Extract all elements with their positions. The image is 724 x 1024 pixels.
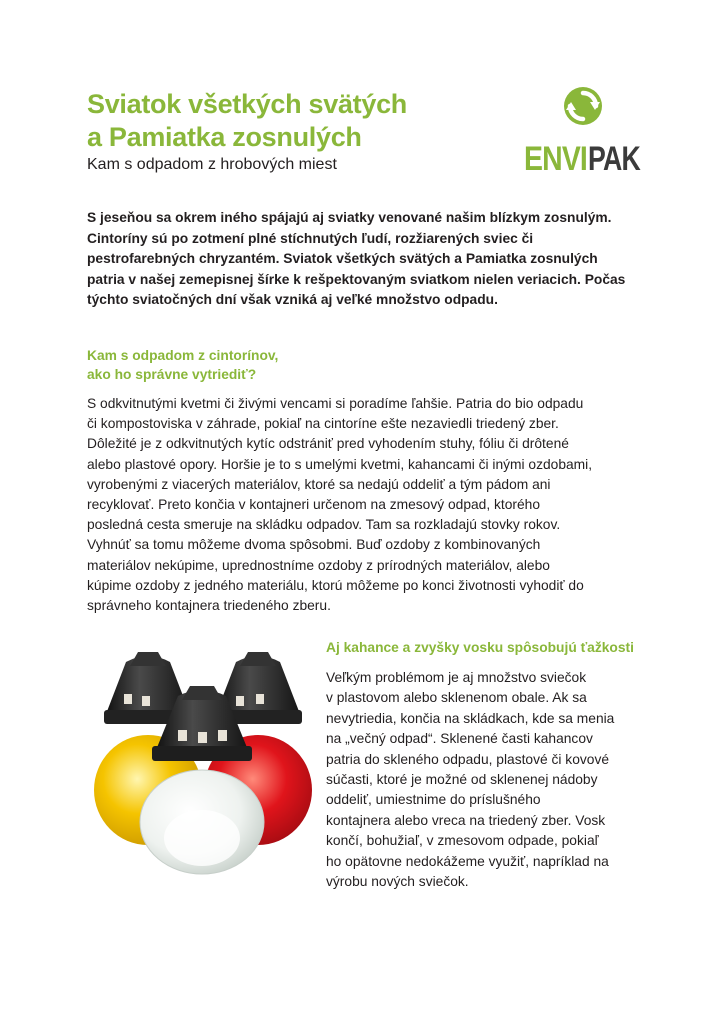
- body-line: Vyhnúť sa tomu môžeme dvoma spôsobmi. Buď ozdoby z kombinovaných: [87, 537, 541, 553]
- envipak-logo: [522, 82, 642, 178]
- section1-heading-line-1: Kam s odpadom z cintorínov,: [87, 348, 279, 363]
- body-line: v plastovom alebo sklenenom obale. Ak sa: [326, 690, 587, 706]
- body-line: materiálov nekúpime, uprednostníme ozdoby z prírodných materiálov, alebo: [87, 557, 550, 573]
- body-line: kontajnera alebo vreca na triedený zber. Vosk: [326, 812, 606, 828]
- section1-body: [87, 394, 645, 616]
- body-line: nevytriedia, končia na skládkach, kde sa menia: [326, 710, 615, 726]
- grave-candles-photo: [86, 642, 316, 877]
- section2-heading: Aj kahance a zvyšky vosku spôsobujú ťažkosti: [326, 640, 634, 655]
- intro-line: S jeseňou sa okrem iného spájajú aj sviatky venované našim blízkym zosnulým.: [87, 210, 612, 225]
- body-line: recyklovať. Preto končia v kontajneri určenom na zmesový odpad, ktorého: [87, 497, 541, 513]
- body-line: či kompostoviska v záhrade, pokiaľ na cintoríne ešte nezaviedli triedený zber.: [87, 416, 559, 432]
- section1-heading: [87, 346, 278, 384]
- title-line-1: Sviatok všetkých svätých: [87, 89, 407, 119]
- body-line: S odkvitnutými kvetmi či živými vencami si poradíme ľahšie. Patria do bio odpadu: [87, 396, 584, 411]
- body-line: vyrobenými z viacerých materiálov, ktoré sa nedajú oddeliť a tým pádom ani: [87, 476, 551, 492]
- section1-heading-line-2: ako ho správne vytriediť?: [87, 367, 257, 382]
- intro-line: pestrofarebných chryzantém. Sviatok všetkých svätých a Pamiatka zosnulých: [87, 251, 598, 266]
- logo-wordmark: [524, 140, 641, 178]
- recycle-arrows-icon: [564, 87, 602, 125]
- body-line: oddeliť, umiestnime do príslušného: [326, 792, 541, 808]
- body-line: končí, bohužiaľ, v zmesovom odpade, pokiaľ: [326, 833, 599, 849]
- logo-text-green: ENVI: [524, 140, 587, 178]
- body-line: kúpime ozdoby z jedného materiálu, ktorú môžeme po konci životnosti vyhodiť do: [87, 577, 584, 593]
- page-subtitle: Kam s odpadom z hrobových miest: [87, 156, 337, 173]
- body-line: správneho kontajnera triedeného zberu.: [87, 598, 331, 614]
- body-line: posledná cesta smeruje na skládku odpadov. Tam sa rozkladajú stovky rokov.: [87, 517, 561, 533]
- page-title: [87, 88, 407, 154]
- body-line: na „večný odpad“. Sklenené časti kahancov: [326, 731, 593, 747]
- title-line-2: a Pamiatka zosnulých: [87, 122, 362, 152]
- body-line: alebo plastové opory. Horšie je to s umelými kvetmi, kahancami či inými ozdobami,: [87, 456, 593, 472]
- intro-line: týchto sviatočných dní však vzniká aj veľké množstvo odpadu.: [87, 292, 498, 307]
- body-line: súčasti, ktoré je možné od sklenenej nádoby: [326, 772, 598, 788]
- intro-line: patria v našej zemepisnej šírke k rešpektovaným sviatkom nielen veriacich. Počas: [87, 271, 626, 287]
- intro-paragraph: [87, 208, 647, 311]
- body-line: Veľkým problémom je aj množstvo sviečok: [326, 670, 587, 685]
- logo-text-dark: PAK: [588, 140, 642, 178]
- section2-body: [326, 668, 642, 892]
- body-line: ho opätovne nedokážeme využiť, napríklad na: [326, 853, 609, 869]
- intro-line: Cintoríny sú po zotmení plné stíchnutých ľudí, rozžiarených sviec či: [87, 230, 534, 246]
- body-line: Dôležité je z odkvitnutých kytíc odstrániť pred vyhodením stuhy, fóliu či drôtené: [87, 436, 569, 452]
- body-line: patria do skleného odpadu, plastové či kovové: [326, 751, 610, 767]
- body-line: výrobu nových sviečok.: [326, 874, 469, 890]
